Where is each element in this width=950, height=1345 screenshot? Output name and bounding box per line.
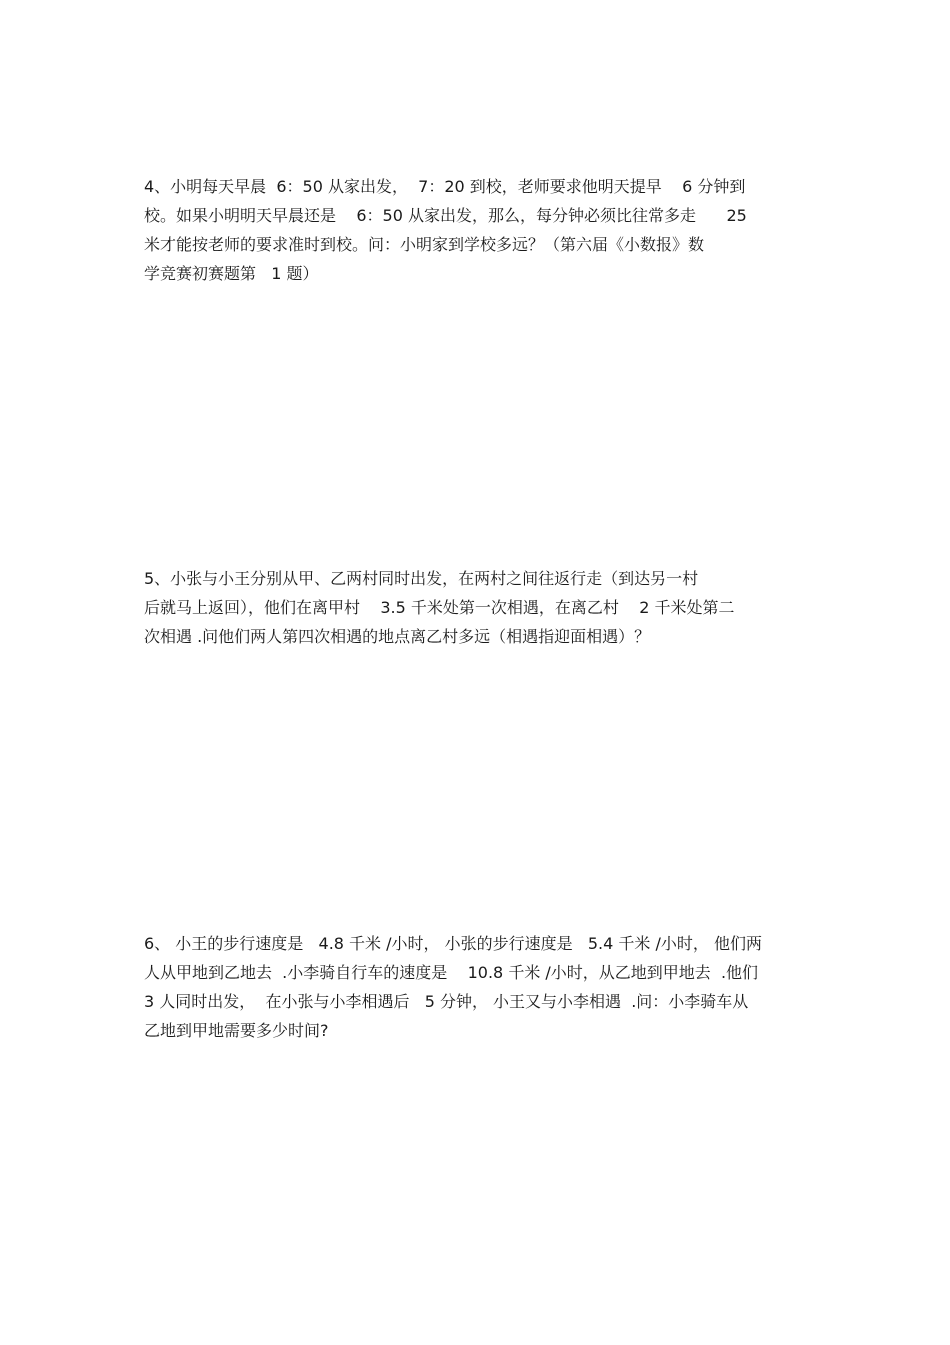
problem-4-line-2: 校。如果小明明天早晨还是 6：50 从家出发，那么，每分钟必须比往常多走 25 bbox=[144, 206, 747, 225]
problem-6-line-4: 乙地到甲地需要多少时间? bbox=[144, 1021, 329, 1040]
problem-6-line-3: 3 人同时出发， 在小张与小李相遇后 5 分钟， 小王又与小李相遇 .问：小李骑车从 bbox=[144, 992, 749, 1011]
problem-6 bbox=[144, 929, 824, 1045]
problem-4-line-4: 学竞赛初赛题第 1 题） bbox=[144, 264, 319, 283]
problem-5-line-2: 后就马上返回），他们在离甲村 3.5 千米处第一次相遇，在离乙村 2 千米处第二 bbox=[144, 598, 735, 617]
problem-5-line-3: 次相遇 .问他们两人第四次相遇的地点离乙村多远（相遇指迎面相遇）？ bbox=[144, 627, 651, 646]
problem-5 bbox=[144, 564, 824, 651]
problem-5-line-1: 5、小张与小王分别从甲、乙两村同时出发，在两村之间往返行走（到达另一村 bbox=[144, 569, 699, 588]
problem-4-line-3: 米才能按老师的要求准时到校。问：小明家到学校多远？（第六届《小数报》数 bbox=[144, 235, 705, 254]
problem-4-line-1: 4、小明每天早晨 6：50 从家出发， 7：20 到校，老师要求他明天提早 6 分钟到 bbox=[144, 177, 746, 196]
problem-6-line-1: 6、 小王的步行速度是 4.8 千米 /小时， 小张的步行速度是 5.4 千米 /小时， 他们两 bbox=[144, 934, 762, 953]
problem-6-line-2: 人从甲地到乙地去 .小李骑自行车的速度是 10.8 千米 /小时，从乙地到甲地去 .他们 bbox=[144, 963, 759, 982]
problem-4 bbox=[144, 172, 824, 288]
